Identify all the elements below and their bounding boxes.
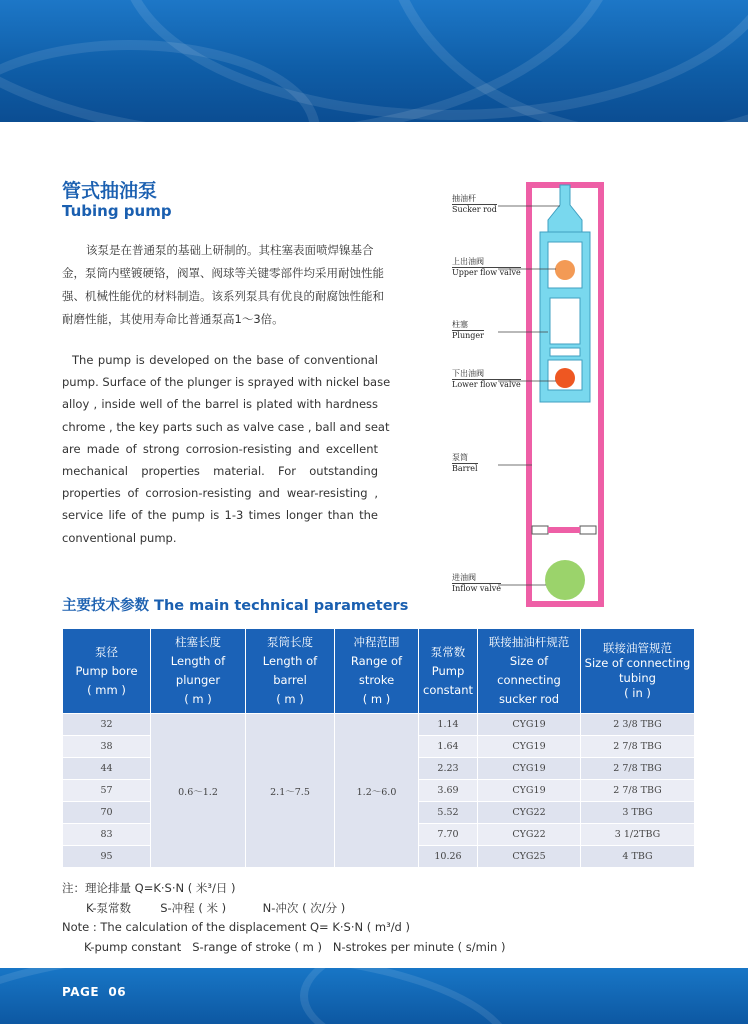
description-en-line: properties of corrosion-resisting and wear-resisting , — [62, 486, 378, 501]
description-en-line: conventional pump. — [62, 530, 177, 545]
label-plunger: 柱塞 Plunger — [452, 320, 484, 340]
cell-constant: 10.26 — [419, 846, 478, 868]
description-cn — [62, 239, 382, 331]
cell-rod: CYG25 — [478, 846, 581, 868]
header-tubing-size: 联接油管规范 Size of connecting tubing ( in ) — [581, 629, 695, 714]
note-en-legend: K-pump constant S-range of stroke ( m ) N-strokes per minute ( s/min ) — [84, 939, 506, 954]
description-en-line: service life of the pump is 1-3 times longer than the — [62, 508, 378, 523]
description-cn-line: 强、机械性能优的材料制造。该系列泵具有优良的耐腐蚀性能和 — [62, 289, 384, 303]
page-number: PAGE 06 — [62, 985, 127, 999]
cell-tubing: 2 7/8 TBG — [581, 780, 695, 802]
pump-diagram-graphic — [452, 180, 612, 608]
table-row — [63, 714, 695, 736]
description-en-line: pump. Surface of the plunger is sprayed with nickel base — [62, 375, 391, 390]
cell-tubing: 2 7/8 TBG — [581, 758, 695, 780]
cell-rod: CYG22 — [478, 824, 581, 846]
label-sucker-rod: 抽油杆 Sucker rod — [452, 194, 497, 214]
cell-constant: 1.64 — [419, 736, 478, 758]
cell-rod: CYG19 — [478, 736, 581, 758]
inflow-seat-left — [532, 526, 548, 534]
header-barrel-length: 泵筒长度 Length of barrel ( m ) — [246, 629, 335, 714]
cell-bore: 95 — [63, 846, 151, 868]
cell-constant: 5.52 — [419, 802, 478, 824]
header-pump-constant: 泵常数 Pump constant — [419, 629, 478, 714]
cell-bore: 57 — [63, 780, 151, 802]
label-lower-flow-valve: 下出油阀 Lower flow valve — [452, 369, 521, 389]
header-sucker-rod-size: 联接抽油杆规范 Size of connecting sucker rod — [478, 629, 581, 714]
cell-tubing: 2 3/8 TBG — [581, 714, 695, 736]
note-cn-formula: 注：理论排量 Q=K·S·N ( 米³/日 ) — [62, 881, 236, 895]
header-plunger-length: 柱塞长度 Length of plunger ( m ) — [151, 629, 246, 714]
parameters-table — [62, 628, 695, 868]
description-cn-line: 耐磨性能，其使用寿命比普通泵高1～3倍。 — [62, 312, 284, 326]
description-cn-line: 该泵是在普通泵的基础上研制的。其柱塞表面喷焊镍基合 — [86, 243, 374, 257]
cell-rod: CYG19 — [478, 780, 581, 802]
plunger-seat — [550, 348, 580, 356]
cell-bore: 32 — [63, 714, 151, 736]
product-title-cn: 管式抽油泵 — [62, 180, 158, 202]
inflow-valve-ball — [545, 560, 585, 600]
description-cn-line: 金，泵筒内壁镀硬铬，阀罩、阀球等关键零部件均采用耐蚀性能 — [62, 266, 384, 280]
cell-rod: CYG19 — [478, 714, 581, 736]
cell-plunger-length: 0.6～1.2 — [151, 714, 246, 868]
cell-rod: CYG22 — [478, 802, 581, 824]
inflow-seat-right — [580, 526, 596, 534]
cell-bore: 70 — [63, 802, 151, 824]
pump-structure-diagram — [452, 180, 612, 608]
label-barrel: 泵筒 Barrel — [452, 453, 478, 473]
plunger-mid-cavity — [550, 298, 580, 344]
description-en-line: are made of strong corrosion-resisting and excellent — [62, 441, 378, 456]
description-en-line: mechanical properties material. For outstanding — [62, 464, 378, 479]
parameters-section-title: 主要技术参数 The main technical parameters — [62, 598, 409, 614]
lower-flow-valve-ball — [555, 368, 575, 388]
cell-constant: 2.23 — [419, 758, 478, 780]
sucker-rod — [548, 185, 582, 232]
cell-barrel-length: 2.1～7.5 — [246, 714, 335, 868]
cell-bore: 44 — [63, 758, 151, 780]
table-header-row — [63, 629, 695, 714]
note-en-formula: Note : The calculation of the displacement Q= K·S·N ( m³/d ) — [62, 920, 411, 934]
cell-rod: CYG19 — [478, 758, 581, 780]
header-stroke-range: 冲程范围 Range of stroke ( m ) — [335, 629, 419, 714]
cell-constant: 1.14 — [419, 714, 478, 736]
cell-stroke-range: 1.2～6.0 — [335, 714, 419, 868]
cell-tubing: 3 TBG — [581, 802, 695, 824]
cell-bore: 38 — [63, 736, 151, 758]
cell-constant: 7.70 — [419, 824, 478, 846]
cell-tubing: 3 1/2TBG — [581, 824, 695, 846]
cell-tubing: 4 TBG — [581, 846, 695, 868]
note-cn-legend: K-泵常数 S-冲程 ( 米 ) N-冲次 ( 次/分 ) — [86, 900, 346, 915]
formula-notes — [62, 879, 505, 957]
cell-tubing: 2 7/8 TBG — [581, 736, 695, 758]
header-banner — [0, 0, 748, 122]
description-en-line: chrome , the key parts such as valve case , ball and seat — [62, 419, 390, 434]
cell-bore: 83 — [63, 824, 151, 846]
description-en-line: alloy , inside well of the barrel is plated with hardness — [62, 397, 378, 412]
label-inflow-valve: 进油阀 Inflow valve — [452, 573, 501, 593]
inflow-seat-center — [548, 527, 580, 533]
description-en-line: The pump is developed on the base of conventional — [72, 353, 378, 367]
label-upper-flow-valve: 上出油阀 Upper flow valve — [452, 257, 521, 277]
description-en — [62, 349, 391, 549]
product-title-en: Tubing pump — [62, 202, 172, 220]
header-pump-bore: 泵径 Pump bore ( mm ) — [63, 629, 151, 714]
cell-constant: 3.69 — [419, 780, 478, 802]
upper-flow-valve-ball — [555, 260, 575, 280]
